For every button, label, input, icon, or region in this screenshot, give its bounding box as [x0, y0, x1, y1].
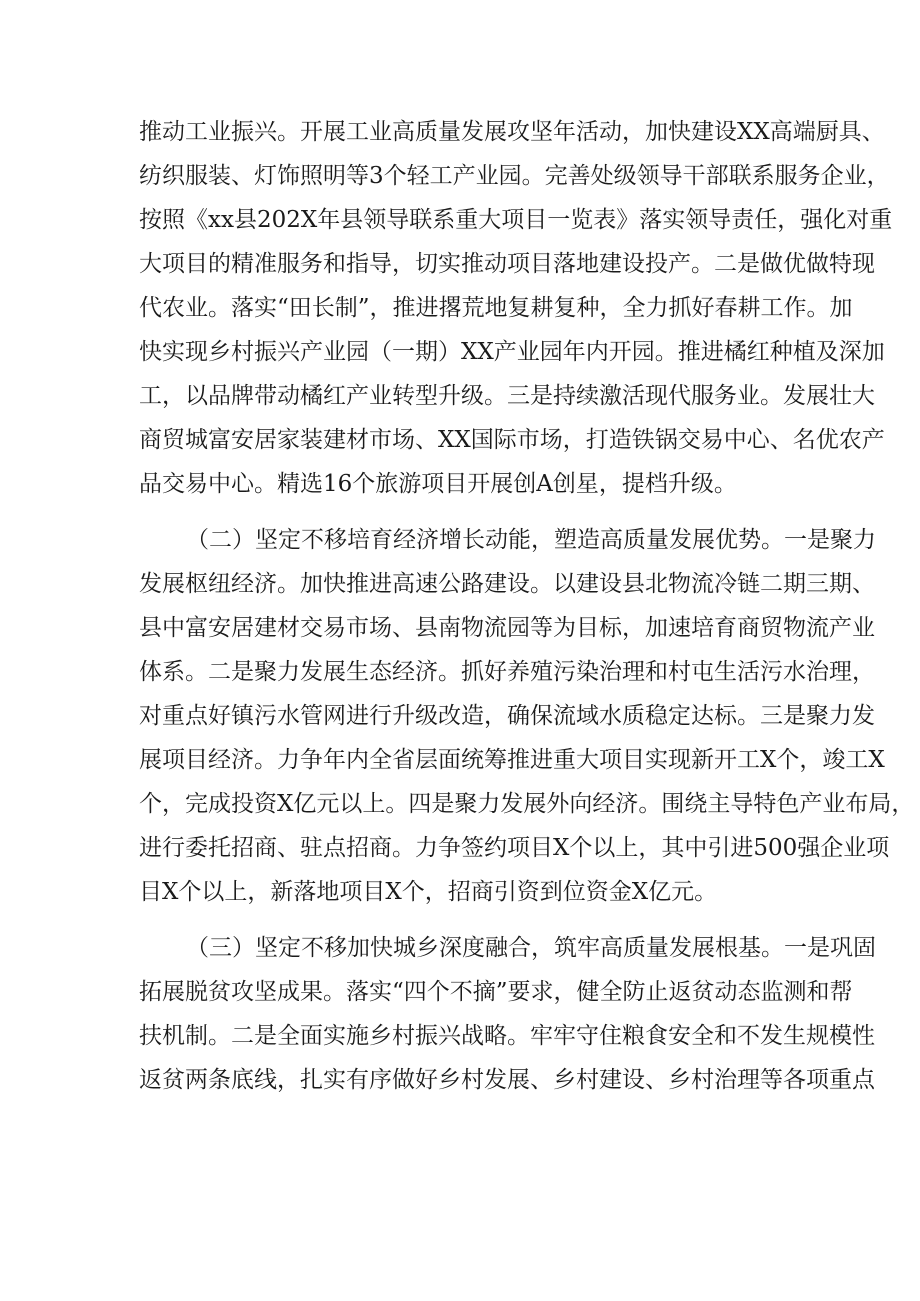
- text-line: 推动工业振兴。开展工业高质量发展攻坚年活动，加快建设XX高端厨具、: [139, 119, 885, 145]
- text-line: 对重点好镇污水管网进行升级改造，确保流域水质稳定达标。三是聚力发: [139, 703, 875, 729]
- text-line: 品交易中心。精选16个旅游项目开展创A创星，提档升级。: [139, 471, 737, 497]
- text-line: 快实现乡村振兴产业园（一期）XX产业园年内开园。推进橘红种植及深加: [139, 339, 885, 365]
- text-line: 拓展脱贫攻坚成果。落实“四个不摘”要求，健全防止返贫动态监测和帮: [139, 979, 853, 1005]
- text-line: 大项目的精准服务和指导，切实推动项目落地建设投产。二是做优做特现: [139, 251, 875, 277]
- text-line: 个，完成投资X亿元以上。四是聚力发展外向经济。围绕主导特色产业布局，: [139, 791, 915, 817]
- text-line: 县中富安居建材交易市场、县南物流园等为目标，加速培育商贸物流产业: [139, 615, 875, 641]
- text-line: （三）坚定不移加快城乡深度融合，筑牢高质量发展根基。一是巩固: [186, 935, 876, 961]
- text-line: 工，以品牌带动橘红产业转型升级。三是持续激活现代服务业。发展壮大: [139, 383, 875, 409]
- text-line: 返贫两条底线，扎实有序做好乡村发展、乡村建设、乡村治理等各项重点: [139, 1067, 875, 1093]
- text-line: 代农业。落实“田长制”，推进撂荒地复耕复种，全力抓好春耕工作。加: [139, 295, 853, 321]
- text-line: 纺织服装、灯饰照明等3个轻工产业园。完善处级领导干部联系服务企业，: [139, 163, 890, 189]
- text-line: 按照《xx县202X年县领导联系重大项目一览表》落实领导责任，强化对重: [139, 207, 893, 233]
- text-line: 发展枢纽经济。加快推进高速公路建设。以建设县北物流冷链二期三期、: [139, 571, 875, 597]
- text-line: （二）坚定不移培育经济增长动能，塑造高质量发展优势。一是聚力: [186, 527, 876, 553]
- text-line: 进行委托招商、驻点招商。力争签约项目X个以上，其中引进500强企业项: [139, 835, 890, 861]
- text-line: 体系。二是聚力发展生态经济。抓好养殖污染治理和村屯生活污水治理，: [139, 659, 875, 685]
- text-line: 展项目经济。力争年内全省层面统筹推进重大项目实现新开工X个，竣工X: [139, 747, 885, 773]
- text-line: 商贸城富安居家装建材市场、XX国际市场，打造铁锅交易中心、名优农产: [139, 427, 885, 453]
- text-line: 扶机制。二是全面实施乡村振兴战略。牢牢守住粮食安全和不发生规模性: [139, 1023, 875, 1049]
- text-line: 目X个以上，新落地项目X个，招商引资到位资金X亿元。: [139, 879, 718, 905]
